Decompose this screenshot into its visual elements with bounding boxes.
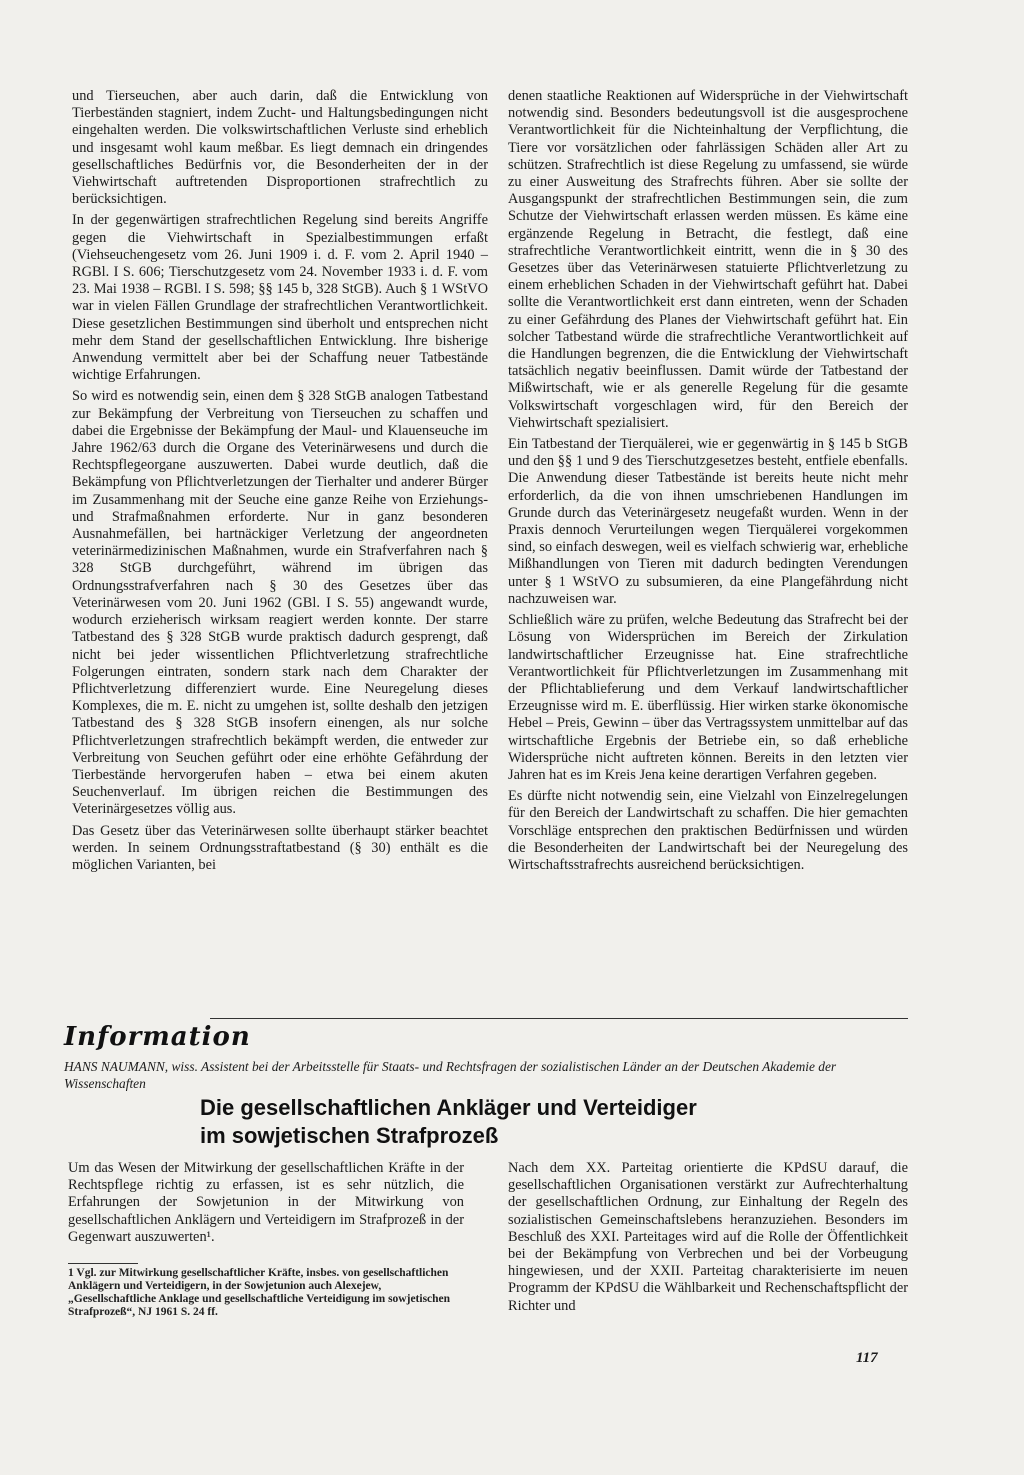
- paragraph: Nach dem XX. Parteitag orientierte die KPdSU darauf, die gesellschaftlichen Organisationen verstärkt zur Aufrechterhaltung der gesellschaftlichen Ordnung, zur Einhaltung der Regeln des sozialistischen Gemeinschaftslebens heranzuziehen. Besonders im Beschluß des XXI. Parteitages wird auf die Rolle der Öffentlichkeit bei der Bekämpfung von Verbrechen und bei der Vorbeugung hingewiesen, und der XXII. Parteitag charakterisierte im neuen Programm der KPdSU die Wählbarkeit und Rechenschaftspflicht der Richter und: [508, 1160, 908, 1314]
- footnote: 1 Vgl. zur Mitwirkung gesellschaftlicher Kräfte, insbes. von gesellschaftlichen Anklägern und Verteidigern, in der Sowjetunion auch Alexejew, „Gesellschaftliche Anklage und gesellschaftliche Verteidigung im sowjetischen Strafprozeß“, NJ 1961 S. 24 ff.: [68, 1267, 451, 1318]
- left-column-bottom: [68, 1160, 464, 1250]
- section-divider: [210, 1018, 908, 1019]
- right-column-bottom: [508, 1160, 908, 1319]
- right-column-top: [508, 88, 908, 878]
- paragraph: Das Gesetz über das Veterinärwesen sollte überhaupt stärker beachtet werden. In seinem Ordnungsstraftatbestand (§ 30) enthält es die möglichen Varianten, bei: [72, 822, 488, 873]
- author-line: HANS NAUMANN, wiss. Assistent bei der Arbeitsstelle für Staats- und Rechtsfragen der sozialistischen Länder an der Deutschen Akademie der Wissenschaften: [64, 1059, 837, 1091]
- title-line: im sowjetischen Strafprozeß: [200, 1123, 499, 1148]
- section-label: Information: [64, 1022, 251, 1052]
- paragraph: Schließlich wäre zu prüfen, welche Bedeutung das Strafrecht bei der Lösung von Widersprüchen im Bereich der Zirkulation landwirtschaftlicher Erzeugnisse hat. Eine strafrechtliche Verantwortlichkeit für Pflichtverletzungen im Zusammenhang mit der Pflichtablieferung und dem Verkauf landwirtschaftlicher Erzeugnisse wird m. E. überflüssig. Hier wirken starke ökonomische Hebel – Preis, Gewinn – über das Vertragssystem unmittelbar auf das wirtschaftliche Ergebnis der Betriebe ein, so daß erhebliche Widersprüche nicht auftreten können. Bereits in den letzten vier Jahren hat es im Kreis Jena keine derartigen Verfahren gegeben.: [508, 612, 908, 783]
- paragraph: Um das Wesen der Mitwirkung der gesellschaftlichen Kräfte in der Rechtspflege richtig zu erfassen, ist es sehr nützlich, die Erfahrungen der Sowjetunion in der Mitwirkung von gesellschaftlichen Anklägern und Verteidigern im Strafprozeß in der Gegenwart auszuwerten¹.: [68, 1160, 464, 1245]
- footnote-divider: [68, 1263, 138, 1264]
- paragraph: Ein Tatbestand der Tierquälerei, wie er gegenwärtig in § 145 b StGB und den §§ 1 und 9 des Tierschutzgesetzes besteht, entfiele ebenfalls. Die Anwendung dieser Tatbestände ist bereits heute nicht mehr erforderlich, da die von ihnen umschriebenen Handlungen im Grunde durch das Veterinärgesetz neugefaßt wurden. Wenn in der Praxis dennoch Verurteilungen wegen Tierquälerei vorgekommen sind, so einfach deswegen, weil es vielfach schwierig war, erhebliche Mißhandlungen von Tieren mit dadurch bedingten Verendungen unter § 1 WStVO zu subsumieren, da eine Plangefährdung nicht nachzuweisen war.: [508, 436, 908, 607]
- paragraph: und Tierseuchen, aber auch darin, daß die Entwicklung von Tierbeständen stagniert, indem Zucht- und Haltungsbedingungen nicht eingehalten werden. Die volkswirtschaftlichen Verluste sind erheblich und insgesamt wohl kaum meßbar. Es liegt demnach ein dringendes gesellschaftliches Bedürfnis vor, die Besonderheiten der in der Viehwirtschaft auftretenden Disproportionen strafrechtlich zu berücksichtigen.: [72, 88, 488, 208]
- title-line: Die gesellschaftlichen Ankläger und Verteidiger: [200, 1095, 697, 1120]
- page-number: 117: [856, 1350, 878, 1366]
- left-column-top: [72, 88, 488, 878]
- paragraph: So wird es notwendig sein, einen dem § 328 StGB analogen Tatbestand zur Bekämpfung der Verbreitung von Tierseuchen zu schaffen und dabei die Ergebnisse der Bekämpfung der Maul- und Klauenseuche im Jahre 1962/63 durch die Organe des Veterinärwesens und durch die Rechtspflegeorgane auszuwerten. Dabei wurde deutlich, daß die Bekämpfung von Pflichtverletzungen der Tierhalter und anderer Bürger im Zusammenhang mit der Seuche eine ganze Reihe von Erziehungs- und Strafmaßnahmen erforderte. Nur in ganz besonderen Ausnahmefällen, bei hartnäckiger Verletzung der angeordneten veterinärmedizinischen Maßnahmen, wurde ein Strafverfahren nach § 328 StGB durchgeführt, während im übrigen das Ordnungsstrafverfahren nach § 30 des Gesetzes über das Veterinärwesen vom 20. Juni 1962 (GBl. I S. 55) angewandt wurde, wodurch erzieherisch wirksam reagiert werden konnte. Der starre Tatbestand des § 328 StGB wurde praktisch dadurch gesprengt, daß nicht bei jeder wissentlichen Pflichtverletzung strafrechtliche Folgerungen eintraten, sondern stark nach dem Charakter der Pflichtverletzung differenziert wurde. Eine Neuregelung dieses Komplexes, die m. E. nicht zu umgehen ist, sollte deshalb den jetzigen Tatbestand des § 328 StGB insofern einengen, als nur solche Pflichtverletzungen strafrechtlich bekämpft werden, die entweder zur Verbreitung von Seuchen geführt oder eine erhöhte Gefährdung der Tierbestände hervorgerufen haben – etwa bei einem akuten Seuchenverlauf. Im übrigen reichen die Bestimmungen des Veterinärgesetzes völlig aus.: [72, 388, 488, 818]
- paragraph: In der gegenwärtigen strafrechtlichen Regelung sind bereits Angriffe gegen die Viehwirtschaft in Spezialbestimmungen erfaßt (Viehseuchengesetz vom 26. Juni 1909 i. d. F. vom 2. April 1940 – RGBl. I S. 606; Tierschutzgesetz vom 24. November 1933 i. d. F. vom 23. Mai 1938 – RGBl. I S. 598; §§ 145 b, 328 StGB). Auch § 1 WStVO war in vielen Fällen Grundlage der strafrechtlichen Verantwortlichkeit. Diese gesetzlichen Bestimmungen sind überholt und entsprechen nicht mehr dem Stand der gesellschaftlichen Entwicklung. Ihre bisherige Anwendung vermittelt aber bei der Schaffung neuer Tatbestände wichtige Erfahrungen.: [72, 212, 488, 384]
- article-title: [200, 1094, 900, 1150]
- paragraph: denen staatliche Reaktionen auf Widersprüche in der Viehwirtschaft notwendig sind. Besonders bedeutungsvoll ist die ausgesprochene Verantwortlichkeit für die Nichteinhaltung der Verpflichtung, die Tiere vor vorsätzlichen oder fahrlässigen Schäden aller Art zu schützen. Strafrechtlich ist diese Regelung zu umfassend, sie würde zu einer Ausweitung des Strafrechts führen. Aber sie sollte der Ausgangspunkt der strafrechtlichen Bestimmungen sein, die zum Schutze der Viehwirtschaft erlassen werden müssen. Es käme eine ergänzende Regelung in Betracht, die festlegt, daß eine strafrechtliche Verantwortlichkeit eintritt, wenn die in § 30 des Gesetzes über das Veterinärwesen statuierte Pflichtverletzung zu einem erheblichen Schaden in der Viehwirtschaft geführt hat. Dabei sollte die Verantwortlichkeit erst dann eintreten, wenn der Schaden zu einer Gefährdung des Planes der Viehwirtschaft geführt hat. Ein solcher Tatbestand würde die strafrechtliche Verantwortlichkeit auf die Handlungen begrenzen, die die Entwicklung der Viehwirtschaft tatsächlich negativ beeinflussen. Damit würde der Tatbestand der Mißwirtschaft, wie er als generelle Regelung für die gesamte Volkswirtschaft vorgeschlagen wird, für den Bereich der Viehwirtschaft spezialisiert.: [508, 88, 908, 431]
- paragraph: Es dürfte nicht notwendig sein, eine Vielzahl von Einzelregelungen für den Bereich der Landwirtschaft zu schaffen. Die hier gemachten Vorschläge entsprechen den praktischen Bedürfnissen und würden die Besonderheiten der Landwirtschaft bei der Neuregelung des Wirtschaftsstrafrechts ausreichend berücksichtigen.: [508, 788, 908, 873]
